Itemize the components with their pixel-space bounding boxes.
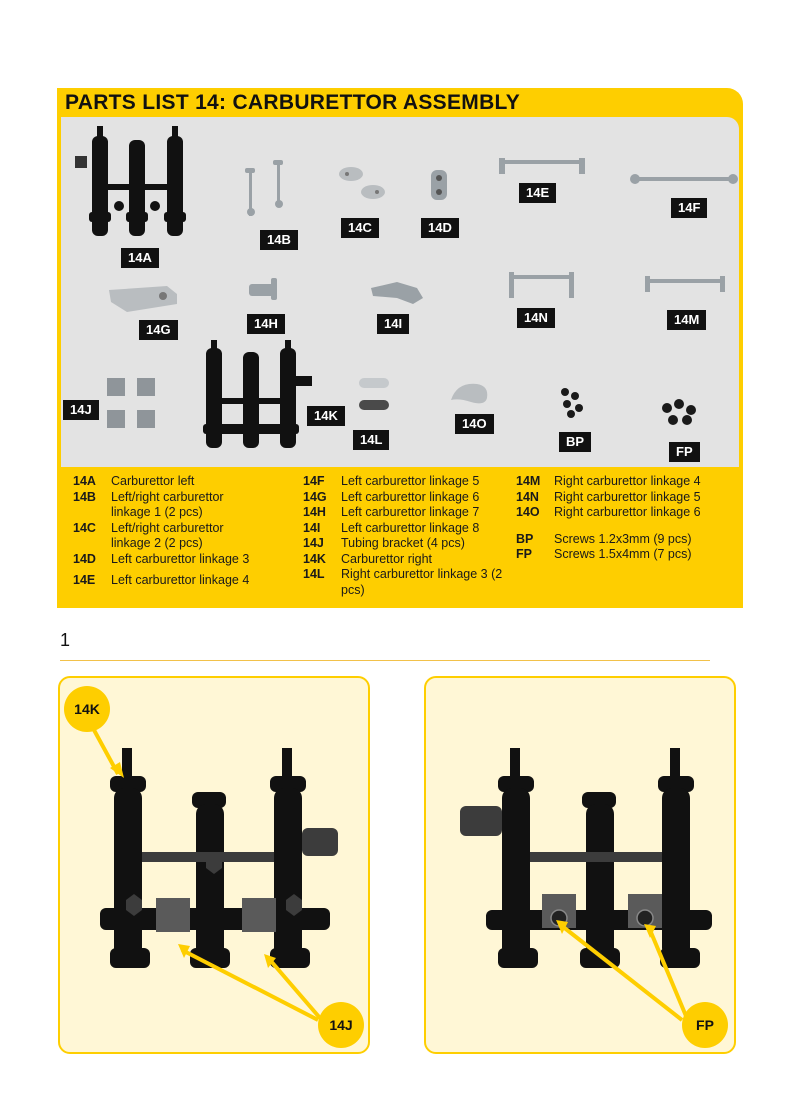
legend-code: 14M <box>516 474 541 488</box>
legend-desc: Left carburettor linkage 7 <box>341 505 480 519</box>
parts-list-panel <box>57 88 743 608</box>
legend-item <box>516 532 724 548</box>
legend-code: 14N <box>516 489 539 504</box>
legend-column-1 <box>73 474 281 589</box>
part-label-14c: 14C <box>341 218 379 238</box>
legend-item <box>303 552 511 568</box>
part-label-fp: FP <box>669 442 700 462</box>
carburettor-right-part <box>193 340 317 452</box>
callout-14j: 14J <box>318 1002 364 1048</box>
part-label-14o: 14O <box>455 414 494 434</box>
legend-code: 14H <box>303 505 326 519</box>
legend-desc: Right carburettor linkage 5 <box>554 489 701 504</box>
legend-code: 14K <box>303 551 326 566</box>
legend-code: 14O <box>516 505 540 519</box>
panel-title: PARTS LIST 14: CARBURETTOR ASSEMBLY <box>65 91 521 114</box>
legend-item <box>303 567 511 598</box>
legend-desc: Screws 1.2x3mm (9 pcs) <box>554 531 692 546</box>
legend-item <box>73 474 281 490</box>
legend-item <box>73 521 281 552</box>
part-label-14k: 14K <box>307 406 345 426</box>
part-label-14j: 14J <box>63 400 99 420</box>
legend-code: 14L <box>303 567 325 581</box>
carburettor-left-part <box>75 126 195 241</box>
legend-item <box>303 474 511 490</box>
callout-arrows-right <box>426 678 738 1056</box>
callout-fp: FP <box>682 1002 728 1048</box>
legend-desc: Left/right carburettor linkage 2 (2 pcs) <box>111 520 224 550</box>
part-label-14h: 14H <box>247 314 285 334</box>
legend-item <box>73 573 281 589</box>
part-label-14b: 14B <box>260 230 298 250</box>
legend-item <box>303 536 511 552</box>
linkage-14f-part <box>629 172 739 186</box>
linkage-14e-part <box>497 156 587 176</box>
step-divider <box>60 660 710 661</box>
legend-desc: Tubing bracket (4 pcs) <box>341 536 465 550</box>
linkage-14i-part <box>369 278 425 306</box>
legend-code: 14B <box>73 489 96 504</box>
part-label-14n: 14N <box>517 308 555 328</box>
legend-item <box>73 552 281 568</box>
legend-desc: Right carburettor linkage 4 <box>554 474 701 488</box>
linkage-14m-part <box>643 274 727 294</box>
screws-bp-part <box>557 386 587 420</box>
linkage-14d-part <box>427 168 451 204</box>
legend-item <box>516 505 724 521</box>
legend-desc: Screws 1.5x4mm (7 pcs) <box>554 547 692 561</box>
legend-item <box>303 521 511 537</box>
legend-desc: Right carburettor linkage 3 (2 pcs) <box>341 567 503 597</box>
part-label-14l: 14L <box>353 430 389 450</box>
part-label-14i: 14I <box>377 314 409 334</box>
legend-item <box>303 505 511 521</box>
part-label-14e: 14E <box>519 183 556 203</box>
legend-column-3 <box>516 474 724 563</box>
legend-desc: Left carburettor linkage 3 <box>111 551 250 566</box>
part-label-14f: 14F <box>671 198 707 218</box>
legend-code: 14F <box>303 474 325 488</box>
legend-desc: Left/right carburettor linkage 1 (2 pcs) <box>111 489 224 519</box>
title-bar <box>57 88 575 117</box>
linkage-14l-part <box>355 376 395 416</box>
linkage-14b-part <box>243 158 298 218</box>
linkage-14n-part <box>507 270 577 302</box>
linkage-14h-part <box>247 276 283 302</box>
step-image-left <box>58 676 370 1054</box>
legend-code: 14E <box>73 573 96 587</box>
legend-code: 14D <box>73 551 96 566</box>
legend-desc: Carburettor left <box>111 474 195 488</box>
legend-code: 14G <box>303 489 327 504</box>
linkage-14c-part <box>337 164 387 204</box>
part-label-14g: 14G <box>139 320 178 340</box>
legend-desc: Left carburettor linkage 5 <box>341 474 480 488</box>
linkage-14g-part <box>107 282 179 316</box>
tubing-bracket-part <box>105 376 159 436</box>
legend-desc: Right carburettor linkage 6 <box>554 505 701 519</box>
legend-code: 14I <box>303 520 321 535</box>
legend-desc: Left carburettor linkage 4 <box>111 573 250 587</box>
legend-desc: Left carburettor linkage 8 <box>341 520 480 535</box>
screws-fp-part <box>661 398 699 426</box>
legend-code: BP <box>516 531 534 546</box>
legend-item <box>73 490 281 521</box>
part-label-14a: 14A <box>121 248 159 268</box>
legend-code: 14C <box>73 520 96 535</box>
step-image-right <box>424 676 736 1054</box>
callout-14k: 14K <box>64 686 110 732</box>
step-number: 1 <box>60 630 71 650</box>
linkage-14o-part <box>447 380 491 408</box>
legend-item <box>516 490 724 506</box>
part-label-bp: BP <box>559 432 591 452</box>
legend-desc: Left carburettor linkage 6 <box>341 489 480 504</box>
legend-item <box>303 490 511 506</box>
legend-code: 14J <box>303 536 324 550</box>
part-label-14m: 14M <box>667 310 706 330</box>
callout-arrows <box>60 678 372 1056</box>
legend-desc: Carburettor right <box>341 551 433 566</box>
legend-item <box>516 474 724 490</box>
legend-code: FP <box>516 547 532 561</box>
part-label-14d: 14D <box>421 218 459 238</box>
legend-code: 14A <box>73 474 96 488</box>
legend-item <box>516 547 724 563</box>
legend-column-2 <box>303 474 511 598</box>
